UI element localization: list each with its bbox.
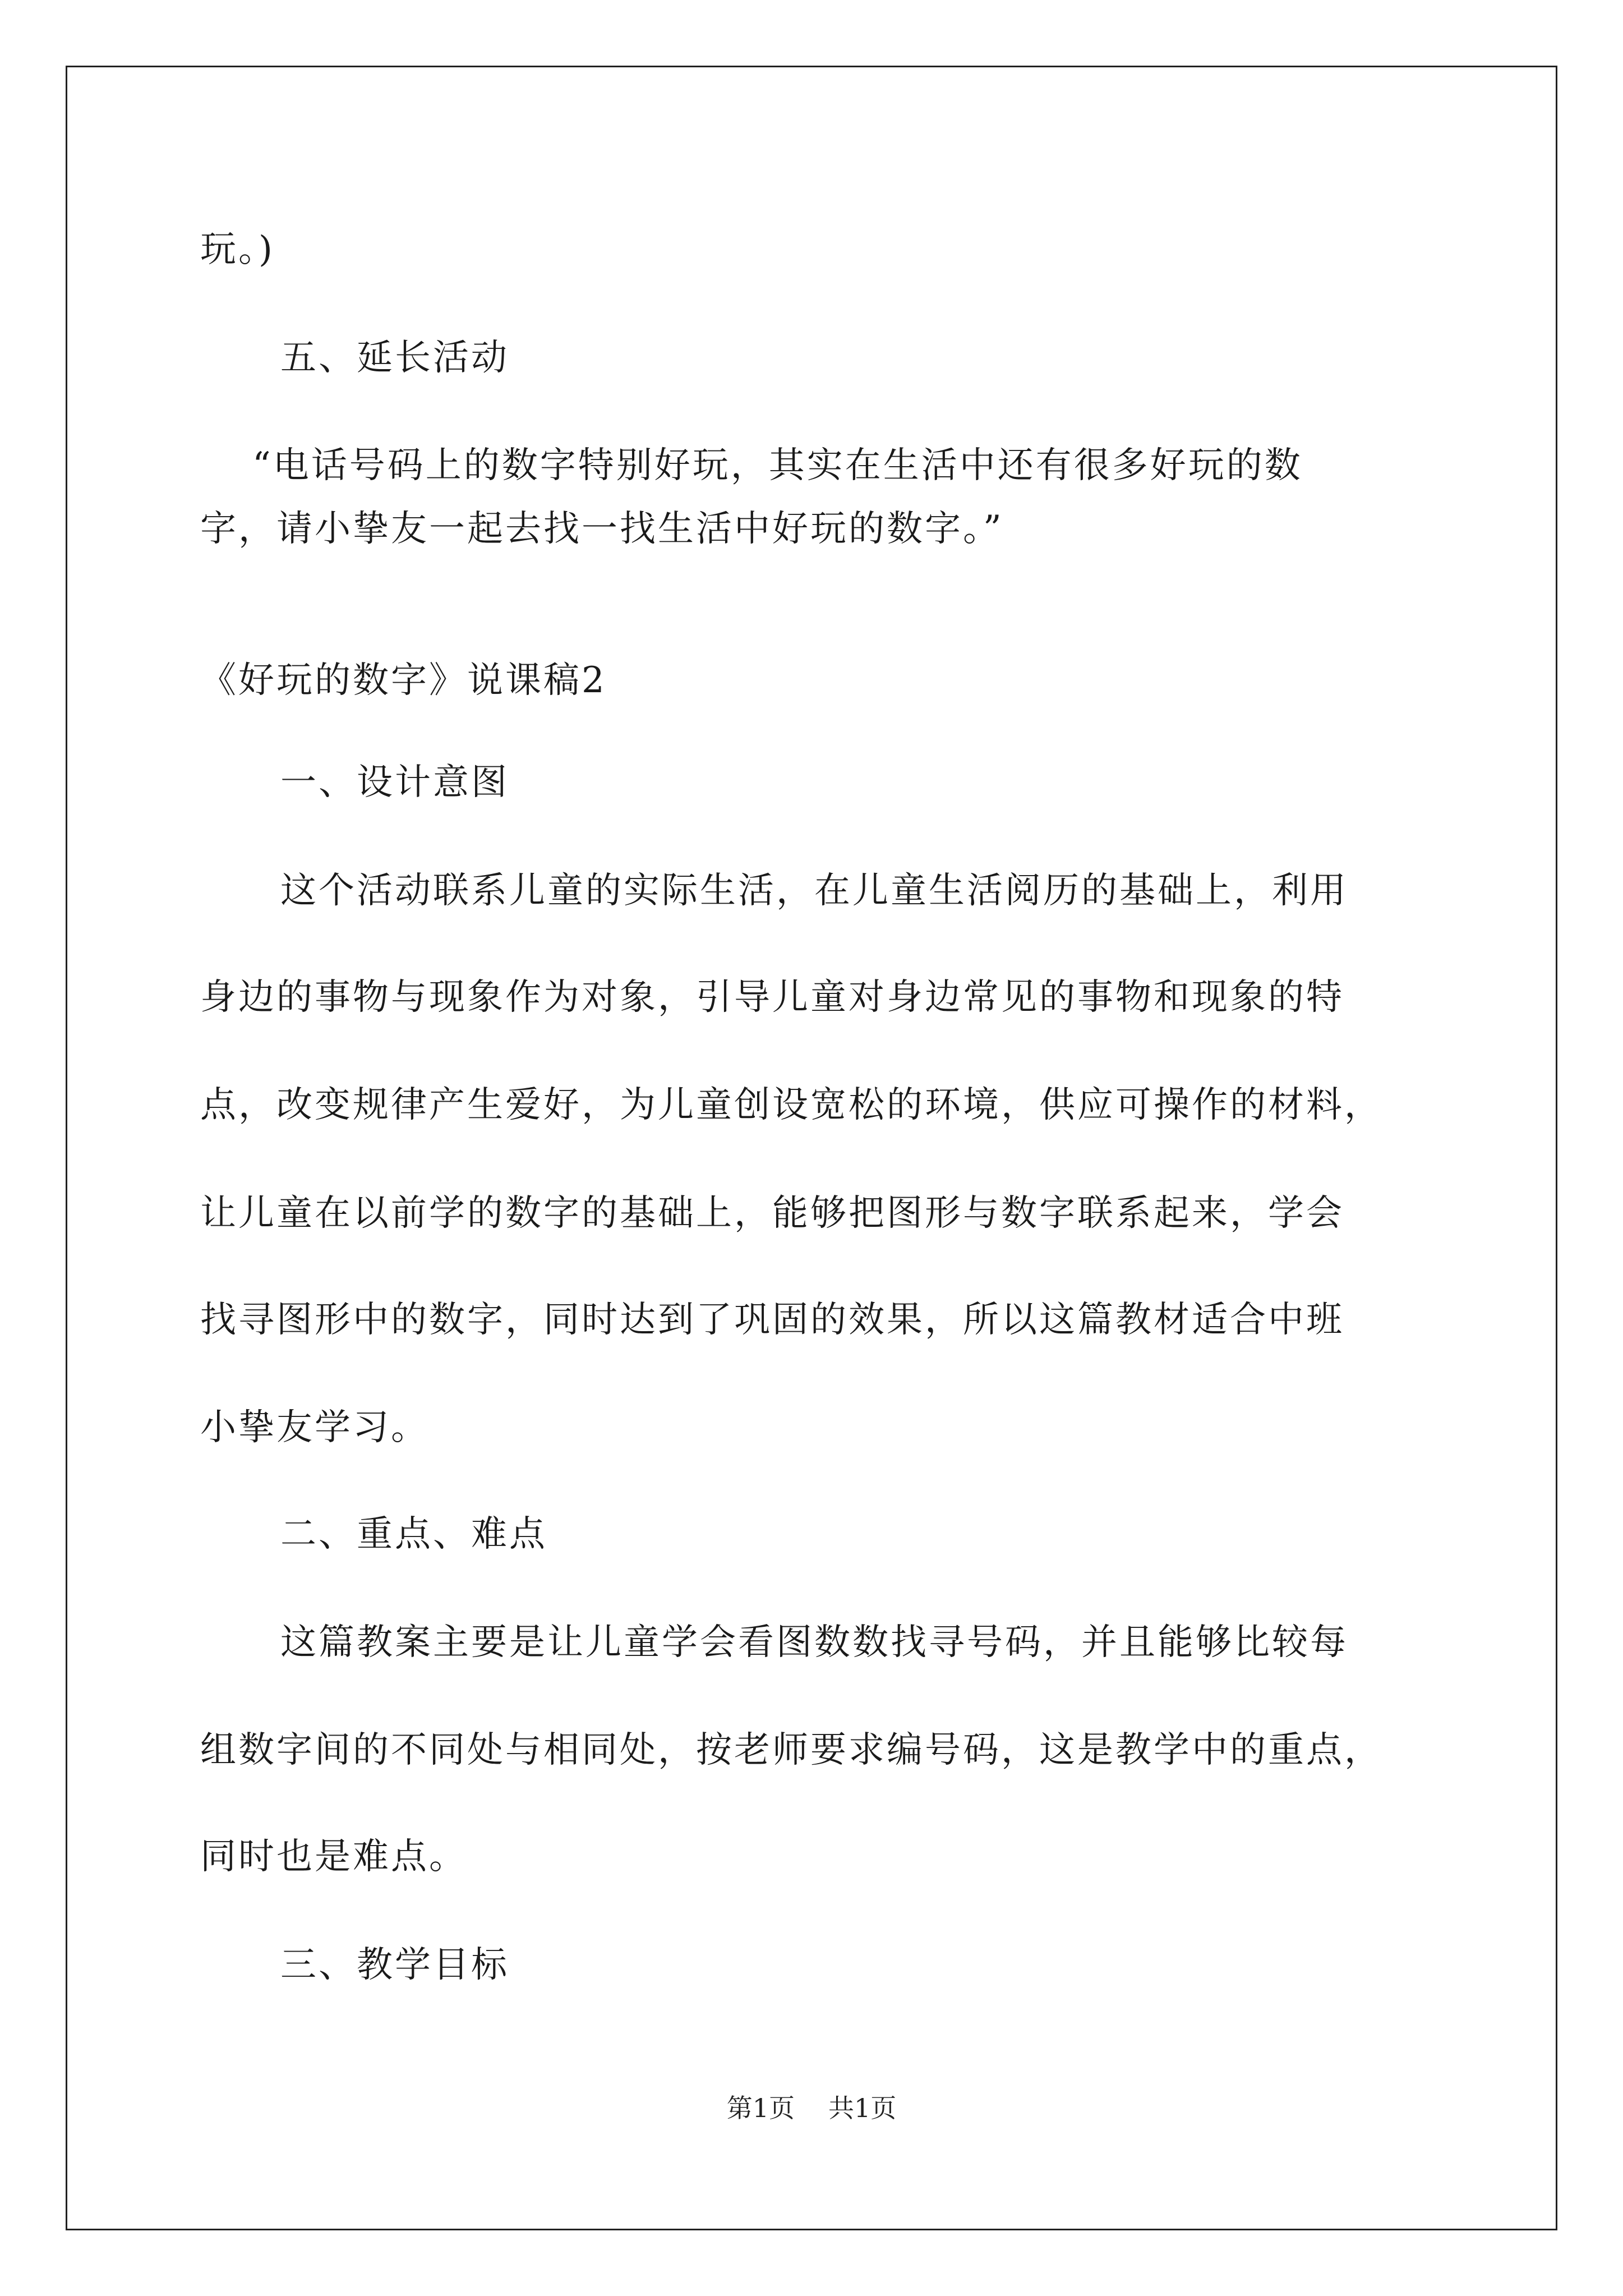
page-number: 第1页 xyxy=(726,2093,795,2123)
paragraph-line: 小挚友学习。 xyxy=(200,1407,429,1448)
paragraph-line: 玩。) xyxy=(200,229,275,270)
paragraph-line: 找寻图形中的数字，同时达到了巩固的效果，所以这篇教材适合中班 xyxy=(200,1299,1344,1341)
section-heading: 三、教学目标 xyxy=(280,1944,509,1986)
page-total: 共1页 xyxy=(828,2093,897,2123)
paragraph-line: 这篇教案主要是让儿童学会看图数数找寻号码，并且能够比较每 xyxy=(280,1622,1348,1663)
document-subtitle: 《好玩的数字》说课稿2 xyxy=(200,660,607,701)
paragraph-line: 字，请小挚友一起去找一找生活中好玩的数字。” xyxy=(200,508,1004,550)
paragraph-line: 让儿童在以前学的数字的基础上，能够把图形与数字联系起来，学会 xyxy=(200,1193,1344,1234)
paragraph-line: 身边的事物与现象作为对象，引导儿童对身边常见的事物和现象的特 xyxy=(200,977,1344,1018)
paragraph-line: 点，改变规律产生爱好，为儿童创设宽松的环境，供应可操作的材料， xyxy=(200,1084,1382,1126)
section-heading: 一、设计意图 xyxy=(280,762,509,803)
page-border xyxy=(66,66,1557,2230)
paragraph-line: 同时也是难点。 xyxy=(200,1836,467,1878)
paragraph-line: “电话号码上的数字特别好玩，其实在生活中还有很多好玩的数 xyxy=(252,445,1303,486)
page-footer xyxy=(0,2091,1623,2125)
section-heading: 五、延长活动 xyxy=(280,337,509,379)
section-heading: 二、重点、难点 xyxy=(280,1513,547,1555)
paragraph-line: 组数字间的不同处与相同处，按老师要求编号码，这是教学中的重点， xyxy=(200,1729,1382,1771)
paragraph-line: 这个活动联系儿童的实际生活，在儿童生活阅历的基础上，利用 xyxy=(280,870,1348,912)
